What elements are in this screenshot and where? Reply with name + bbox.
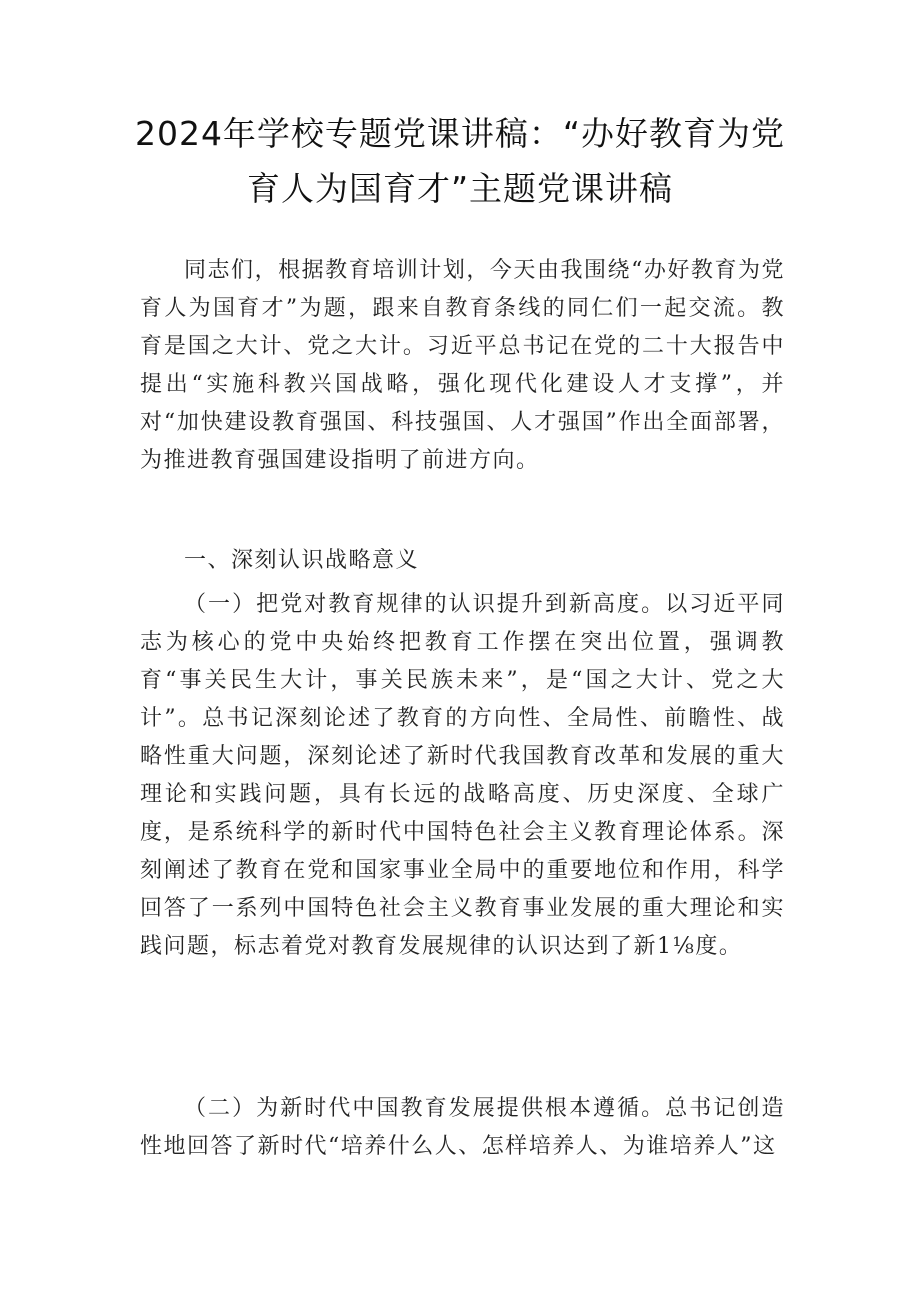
document-title: 2024年学校专题党课讲稿：“办好教育为党育人为国育才”主题党课讲稿: [134, 114, 786, 208]
subsection-paragraph-2: （二）为新时代中国教育发展提供根本遵循。总书记创造性地回答了新时代“培养什么人、怎样培养人、为谁培养人”这: [140, 1096, 785, 1159]
subsection-paragraph-1: （一）把党对教育规律的认识提升到新高度。以习近平同志为核心的党中央始终把教育工作摆在突出位置，强调教育“事关民生大计，事关民族未来”，是“国之大计、党之大计”。总书记深刻论述了教育的方向性、全局性、前瞻性、战略性重大问题，深刻论述了新时代我国教育改革和发展的重大理论和实践问题，具有长远的战略高度、历史深度、全球广度，是系统科学的新时代中国特色社会主义教育理论体系。深刻阐述了教育在党和国家事业全局中的重要地位和作用，科学回答了一系列中国特色社会主义教育事业发展的重大理论和实践问题，标志着党对教育发展规律的认识达到了新1⅛度。: [140, 592, 785, 959]
section-heading: 一、深刻认识战略意义: [184, 548, 420, 573]
opening-paragraph: 同志们，根据教育培训计划，今天由我围绕“办好教育为党育人为国育才”为题，跟来自教育条线的同仁们一起交流。教育是国之大计、党之大计。习近平总书记在党的二十大报告中提出“实施科教兴国战略，强化现代化建设人才支撑”，并对“加快建设教育强国、科技强国、人才强国”作出全面部署，为推进教育强国建设指明了前进方向。: [140, 258, 785, 473]
